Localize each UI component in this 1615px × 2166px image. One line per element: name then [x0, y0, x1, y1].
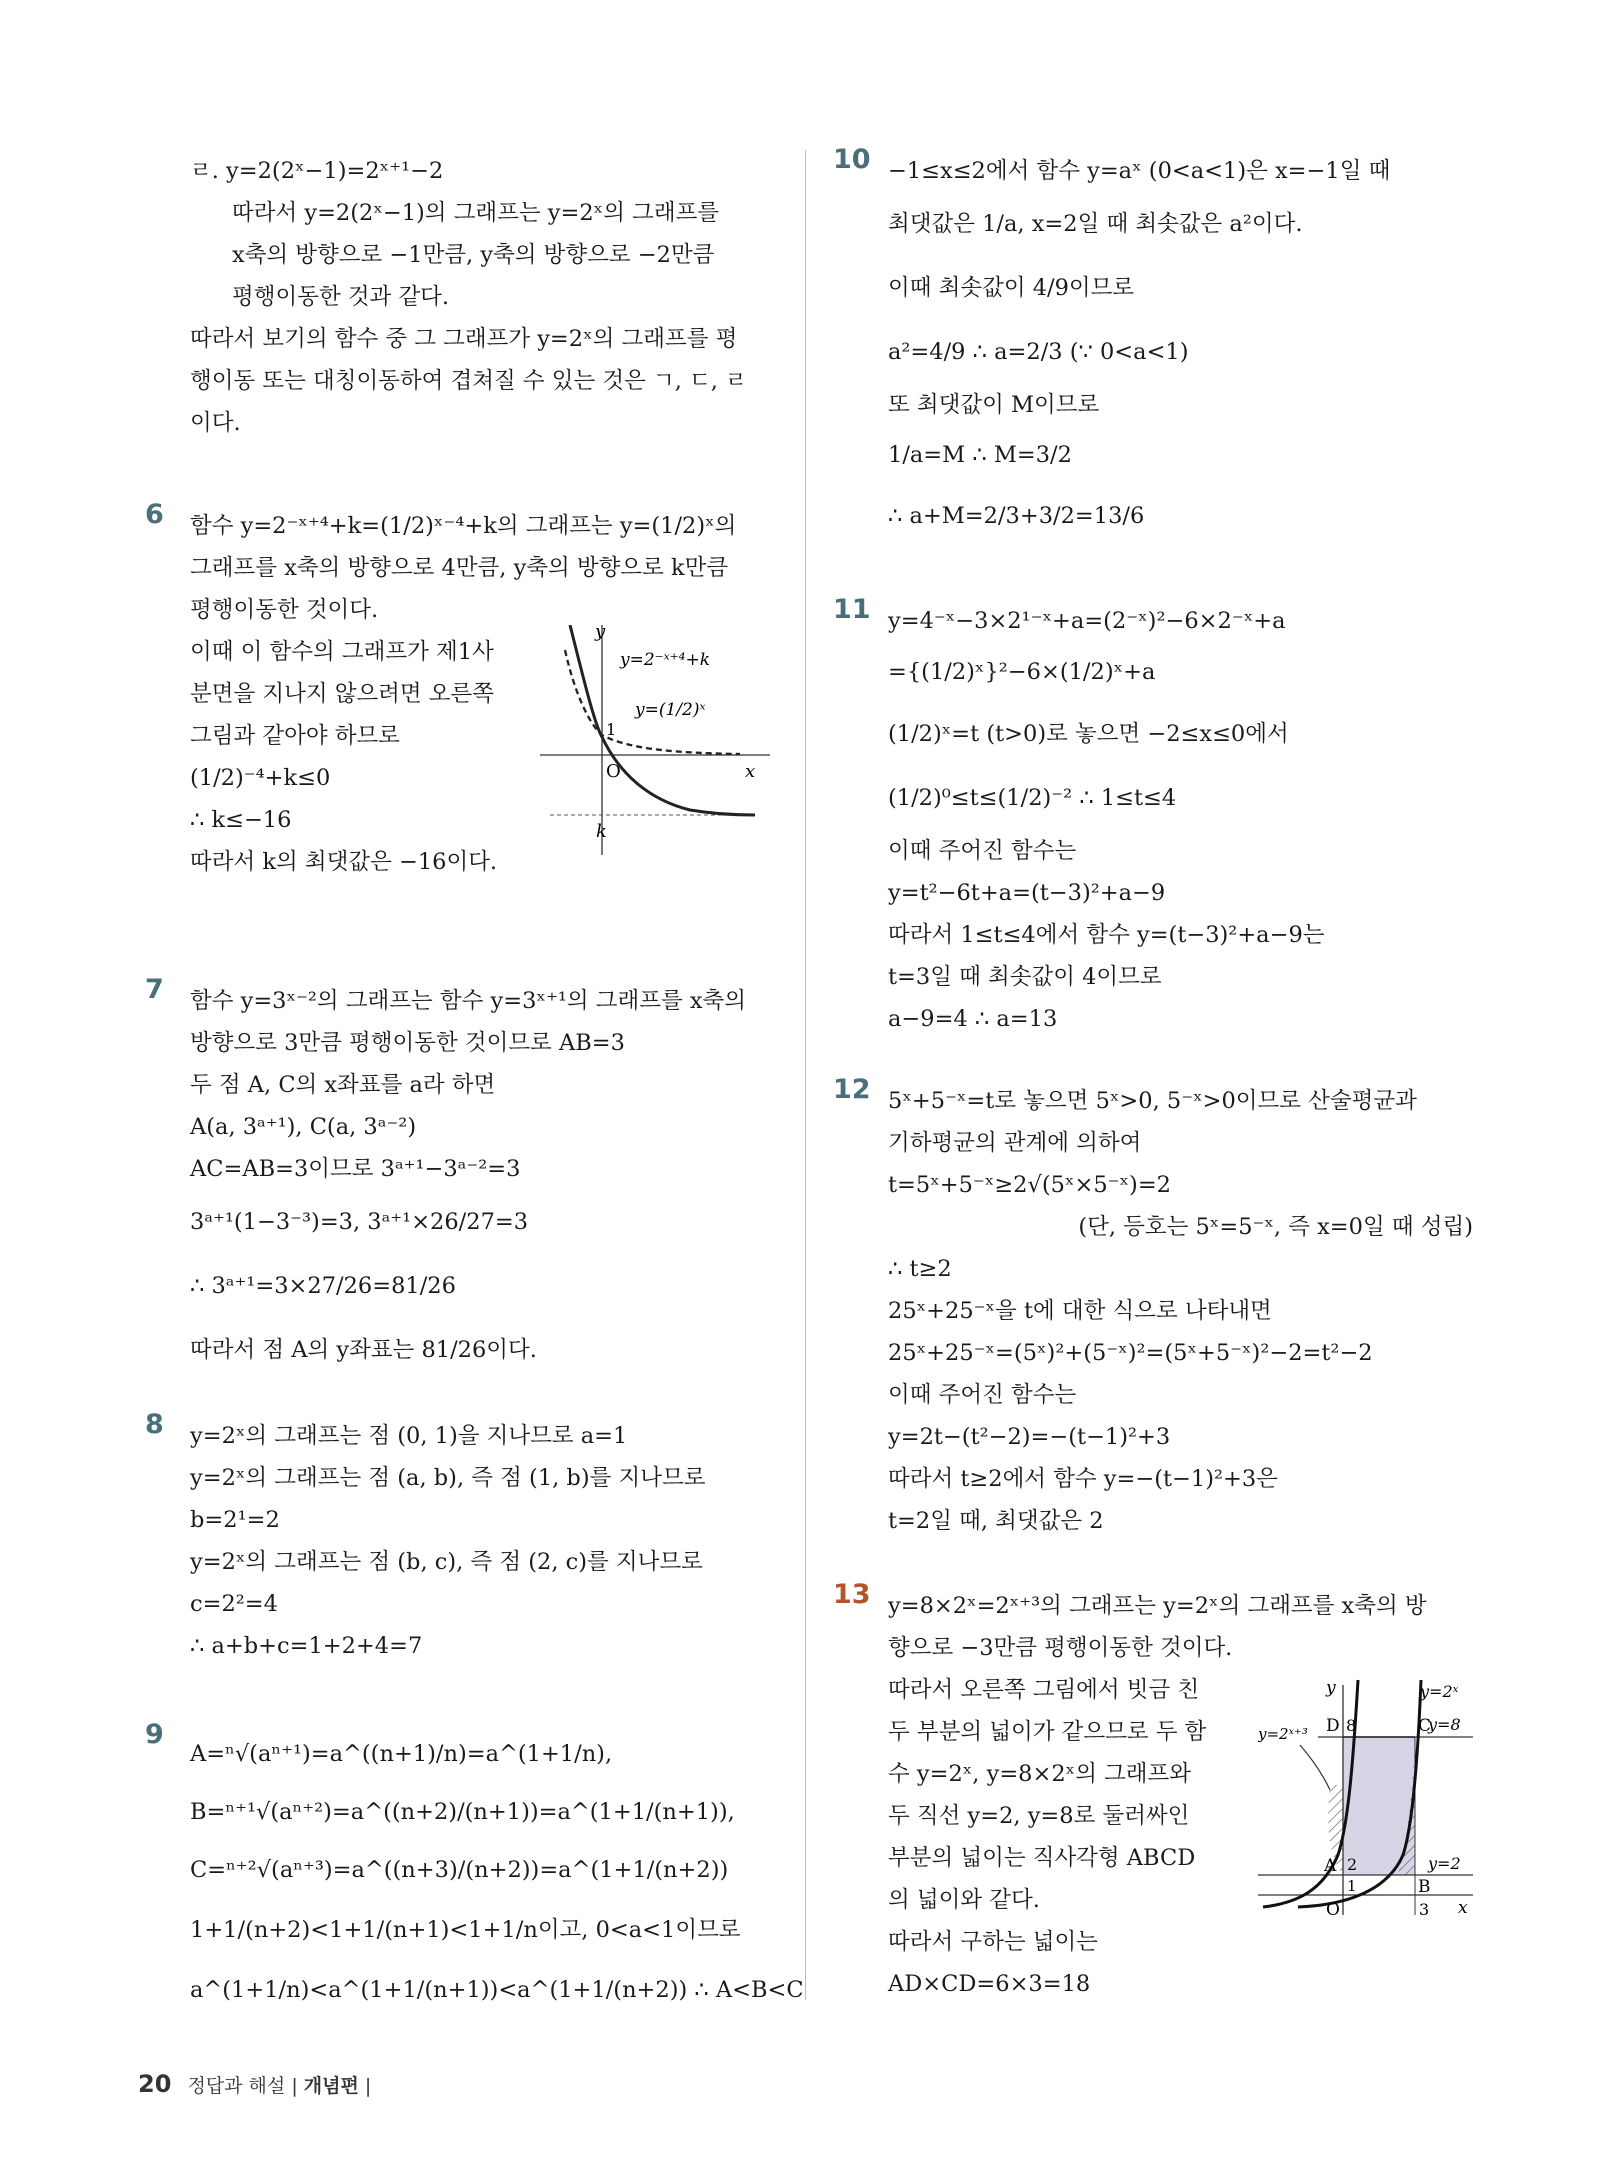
- text-line: t=3일 때 최솟값이 4이므로: [888, 964, 1162, 990]
- one-label: 1: [606, 720, 617, 739]
- text-line: 방향으로 3만큼 평행이동한 것이므로 AB=3: [190, 1030, 625, 1056]
- text-line: 따라서 k의 최댓값은 −16이다.: [190, 849, 498, 875]
- problem-10: [833, 144, 1391, 548]
- text-line: (1/2)ˣ=t (t>0)로 놓으면 −2≤x≤0에서: [888, 721, 1289, 747]
- text-line: 수 y=2ˣ, y=8×2ˣ의 그래프와: [888, 1761, 1192, 1787]
- y-axis-label: y: [1326, 1678, 1336, 1698]
- text-line: (단, 등호는 5ˣ=5⁻ˣ, 즉 x=0일 때 성립): [1078, 1214, 1473, 1240]
- text-line: 그래프를 x축의 방향으로 4만큼, y축의 방향으로 k만큼: [190, 555, 729, 581]
- problem-number: 8: [145, 1409, 164, 1440]
- text-line: y=4⁻ˣ−3×2¹⁻ˣ+a=(2⁻ˣ)²−6×2⁻ˣ+a: [888, 608, 1286, 634]
- text-line: 분면을 지나지 않으려면 오른쪽: [190, 681, 495, 707]
- text-line: 1/a=M ∴ M=3/2: [888, 442, 1072, 468]
- text-line: 이때 이 함수의 그래프가 제1사: [190, 639, 494, 665]
- text-line: 1+1/(n+2)<1+1/(n+1)<1+1/n이고, 0<a<1이므로: [190, 1917, 741, 1943]
- problem-number: 12: [833, 1074, 871, 1105]
- text-line: 최댓값은 1/a, x=2일 때 최솟값은 a²이다.: [888, 211, 1303, 237]
- column-divider: [805, 150, 806, 2000]
- text-line: 함수 y=2⁻ˣ⁺⁴+k=(1/2)ˣ⁻⁴+k의 그래프는 y=(1/2)ˣ의: [190, 513, 737, 539]
- text-line: 이때 주어진 함수는: [888, 838, 1077, 864]
- problem-11: [833, 594, 1325, 1040]
- text-line: 25ˣ+25⁻ˣ=(5ˣ)²+(5⁻ˣ)²=(5ˣ+5⁻ˣ)²−2=t²−2: [888, 1340, 1373, 1366]
- text-line: y=2ˣ의 그래프는 점 (b, c), 즉 점 (2, c)를 지나므로: [190, 1549, 703, 1575]
- text-line: y=2t−(t²−2)=−(t−1)²+3: [888, 1424, 1171, 1450]
- footer-separator: |: [291, 2075, 298, 2097]
- footer-section: 개념편: [303, 2075, 359, 2097]
- curve2-label: y=(1/2)ˣ: [635, 700, 706, 720]
- text-line: 두 점 A, C의 x좌표를 a라 하면: [190, 1072, 496, 1098]
- text-line: ∴ t≥2: [888, 1256, 952, 1282]
- text-line: c=2²=4: [190, 1591, 278, 1617]
- text-line: 5ˣ+5⁻ˣ=t로 놓으면 5ˣ>0, 5⁻ˣ>0이므로 산술평균과: [888, 1088, 1417, 1114]
- text-line: 향으로 −3만큼 평행이동한 것이다.: [888, 1635, 1233, 1661]
- text-line: AD×CD=6×3=18: [888, 1971, 1091, 1997]
- text-line: ={(1/2)ˣ}²−6×(1/2)ˣ+a: [888, 659, 1156, 685]
- x-axis-label: x: [1458, 1898, 1468, 1915]
- problem-7: [145, 974, 746, 1382]
- line-2-label: y=2: [1428, 1854, 1461, 1873]
- text-line: C=ⁿ⁺²√(aⁿ⁺³)=a^((n+3)/(n+2))=a^(1+1/(n+2)): [190, 1857, 729, 1883]
- text-line: a²=4/9 ∴ a=2/3 (∵ 0<a<1): [888, 339, 1189, 365]
- text-line: 이때 주어진 함수는: [888, 1382, 1077, 1408]
- page-footer: [138, 2070, 371, 2098]
- text-line: 따라서 보기의 함수 중 그 그래프가 y=2ˣ의 그래프를 평: [190, 326, 738, 352]
- text-line: 두 부분의 넓이가 같으므로 두 함: [888, 1719, 1207, 1745]
- text-line: 함수 y=3ˣ⁻²의 그래프는 함수 y=3ˣ⁺¹의 그래프를 x축의: [190, 988, 746, 1014]
- page-number: 20: [138, 2070, 172, 2098]
- text-line: 따라서 1≤t≤4에서 함수 y=(t−3)²+a−9는: [888, 922, 1325, 948]
- text-line: A=ⁿ√(aⁿ⁺¹)=a^((n+1)/n)=a^(1+1/n),: [190, 1741, 613, 1767]
- problem-12: [833, 1074, 1478, 1542]
- graph-figure-13: [1258, 1675, 1478, 1915]
- text-line: 따라서 오른쪽 그림에서 빗금 친: [888, 1677, 1200, 1703]
- problem-6: [145, 499, 770, 883]
- text-line: (1/2)⁻⁴+k≤0: [190, 765, 331, 791]
- text-line: 기하평균의 관계에 의하여: [888, 1130, 1142, 1156]
- text-line: 평행이동한 것이다.: [190, 597, 379, 623]
- problem-number: 7: [145, 974, 164, 1005]
- problem-number: 13: [833, 1579, 871, 1610]
- text-line: 따라서 t≥2에서 함수 y=−(t−1)²+3은: [888, 1466, 1278, 1492]
- text-line: 따라서 점 A의 y좌표는 81/26이다.: [190, 1337, 537, 1363]
- x-axis-label: x: [745, 761, 756, 782]
- text-line: ∴ a+M=2/3+3/2=13/6: [888, 503, 1145, 529]
- text-line: 이때 최솟값이 4/9이므로: [888, 275, 1135, 301]
- text-line: 부분의 넓이는 직사각형 ABCD: [888, 1845, 1196, 1871]
- text-line: a^(1+1/n)<a^(1+1/(n+1))<a^(1+1/(n+2)) ∴ A<B<C: [190, 1977, 804, 2003]
- curve-a-label: y=2ˣ: [1420, 1682, 1459, 1701]
- problem-number: 10: [833, 144, 871, 175]
- tick-1-label: 1: [1347, 1877, 1357, 1895]
- text-line: b=2¹=2: [190, 1507, 280, 1533]
- text-line: ∴ k≤−16: [190, 807, 292, 833]
- origin-label: O: [606, 761, 621, 782]
- point-B-label: B: [1418, 1877, 1431, 1897]
- k-label: k: [596, 821, 607, 842]
- text-line: 따라서 구하는 넓이는: [888, 1929, 1098, 1955]
- text-line: 의 넓이와 같다.: [888, 1887, 1040, 1913]
- text-line: 3ᵃ⁺¹(1−3⁻³)=3, 3ᵃ⁺¹×26/27=3: [190, 1209, 529, 1235]
- point-A-label: A: [1324, 1856, 1337, 1876]
- point-D-label: D: [1326, 1716, 1340, 1736]
- text-line: y=2ˣ의 그래프는 점 (0, 1)을 지나므로 a=1: [190, 1423, 628, 1449]
- footer-label: 정답과 해설: [187, 2075, 286, 2097]
- text-line: −1≤x≤2에서 함수 y=aˣ (0<a<1)은 x=−1일 때: [888, 158, 1391, 184]
- text-line: AC=AB=3이므로 3ᵃ⁺¹−3ᵃ⁻²=3: [190, 1156, 521, 1182]
- line-8-label: y=8: [1428, 1715, 1461, 1734]
- problem-number: 6: [145, 499, 164, 530]
- curve-b-label: y=2ˣ⁺³: [1258, 1725, 1308, 1743]
- tick-3-label: 3: [1419, 1900, 1430, 1915]
- text-line: ∴ a+b+c=1+2+4=7: [190, 1633, 423, 1659]
- text-line: ∴ 3ᵃ⁺¹=3×27/26=81/26: [190, 1273, 456, 1299]
- curve1-label: y=2⁻ˣ⁺⁴+k: [620, 650, 711, 670]
- text-line: a−9=4 ∴ a=13: [888, 1006, 1058, 1032]
- text-line: B=ⁿ⁺¹√(aⁿ⁺²)=a^((n+2)/(n+1))=a^(1+1/(n+1)),: [190, 1799, 735, 1825]
- text-line: x축의 방향으로 −1만큼, y축의 방향으로 −2만큼: [232, 242, 715, 268]
- text-line: A(a, 3ᵃ⁺¹), C(a, 3ᵃ⁻²): [190, 1114, 417, 1140]
- origin-label: O: [1326, 1900, 1340, 1915]
- graph-figure-6: [540, 625, 770, 855]
- y-axis-label: y: [595, 625, 606, 642]
- problem-13: [833, 1579, 1478, 2005]
- text-line: y=t²−6t+a=(t−3)²+a−9: [888, 880, 1166, 906]
- text-line: t=2일 때, 최댓값은 2: [888, 1508, 1104, 1534]
- text-line: 두 직선 y=2, y=8로 둘러싸인: [888, 1803, 1190, 1829]
- problem-8: [145, 1409, 706, 1667]
- text-line: y=8×2ˣ=2ˣ⁺³의 그래프는 y=2ˣ의 그래프를 x축의 방: [888, 1593, 1427, 1619]
- text-line: (1/2)⁰≤t≤(1/2)⁻² ∴ 1≤t≤4: [888, 785, 1177, 811]
- problem-9: [145, 1719, 804, 2019]
- text-line: 행이동 또는 대칭이동하여 겹쳐질 수 있는 것은 ㄱ, ㄷ, ㄹ: [190, 368, 747, 394]
- problem-number: 9: [145, 1719, 164, 1750]
- problem-number: 11: [833, 594, 871, 625]
- text-line: y=2ˣ의 그래프는 점 (a, b), 즉 점 (1, b)를 지나므로: [190, 1465, 706, 1491]
- text-line: t=5ˣ+5⁻ˣ≥2√(5ˣ×5⁻ˣ)=2: [888, 1172, 1171, 1198]
- tick-2-label: 2: [1347, 1855, 1358, 1874]
- text-line: 따라서 y=2(2ˣ−1)의 그래프는 y=2ˣ의 그래프를: [232, 200, 720, 226]
- text-line: ㄹ. y=2(2ˣ−1)=2ˣ⁺¹−2: [190, 158, 444, 184]
- text-line: 평행이동한 것과 같다.: [232, 284, 450, 310]
- text-line: 또 최댓값이 M이므로: [888, 392, 1100, 418]
- text-line: 이다.: [190, 410, 241, 436]
- problem-5-continuation: [150, 150, 747, 444]
- tick-8-label: 8: [1346, 1716, 1357, 1735]
- footer-separator: |: [364, 2075, 372, 2097]
- text-line: 그림과 같아야 하므로: [190, 723, 400, 749]
- point-C-label: C: [1418, 1716, 1432, 1736]
- text-line: 25ˣ+25⁻ˣ을 t에 대한 식으로 나타내면: [888, 1298, 1272, 1324]
